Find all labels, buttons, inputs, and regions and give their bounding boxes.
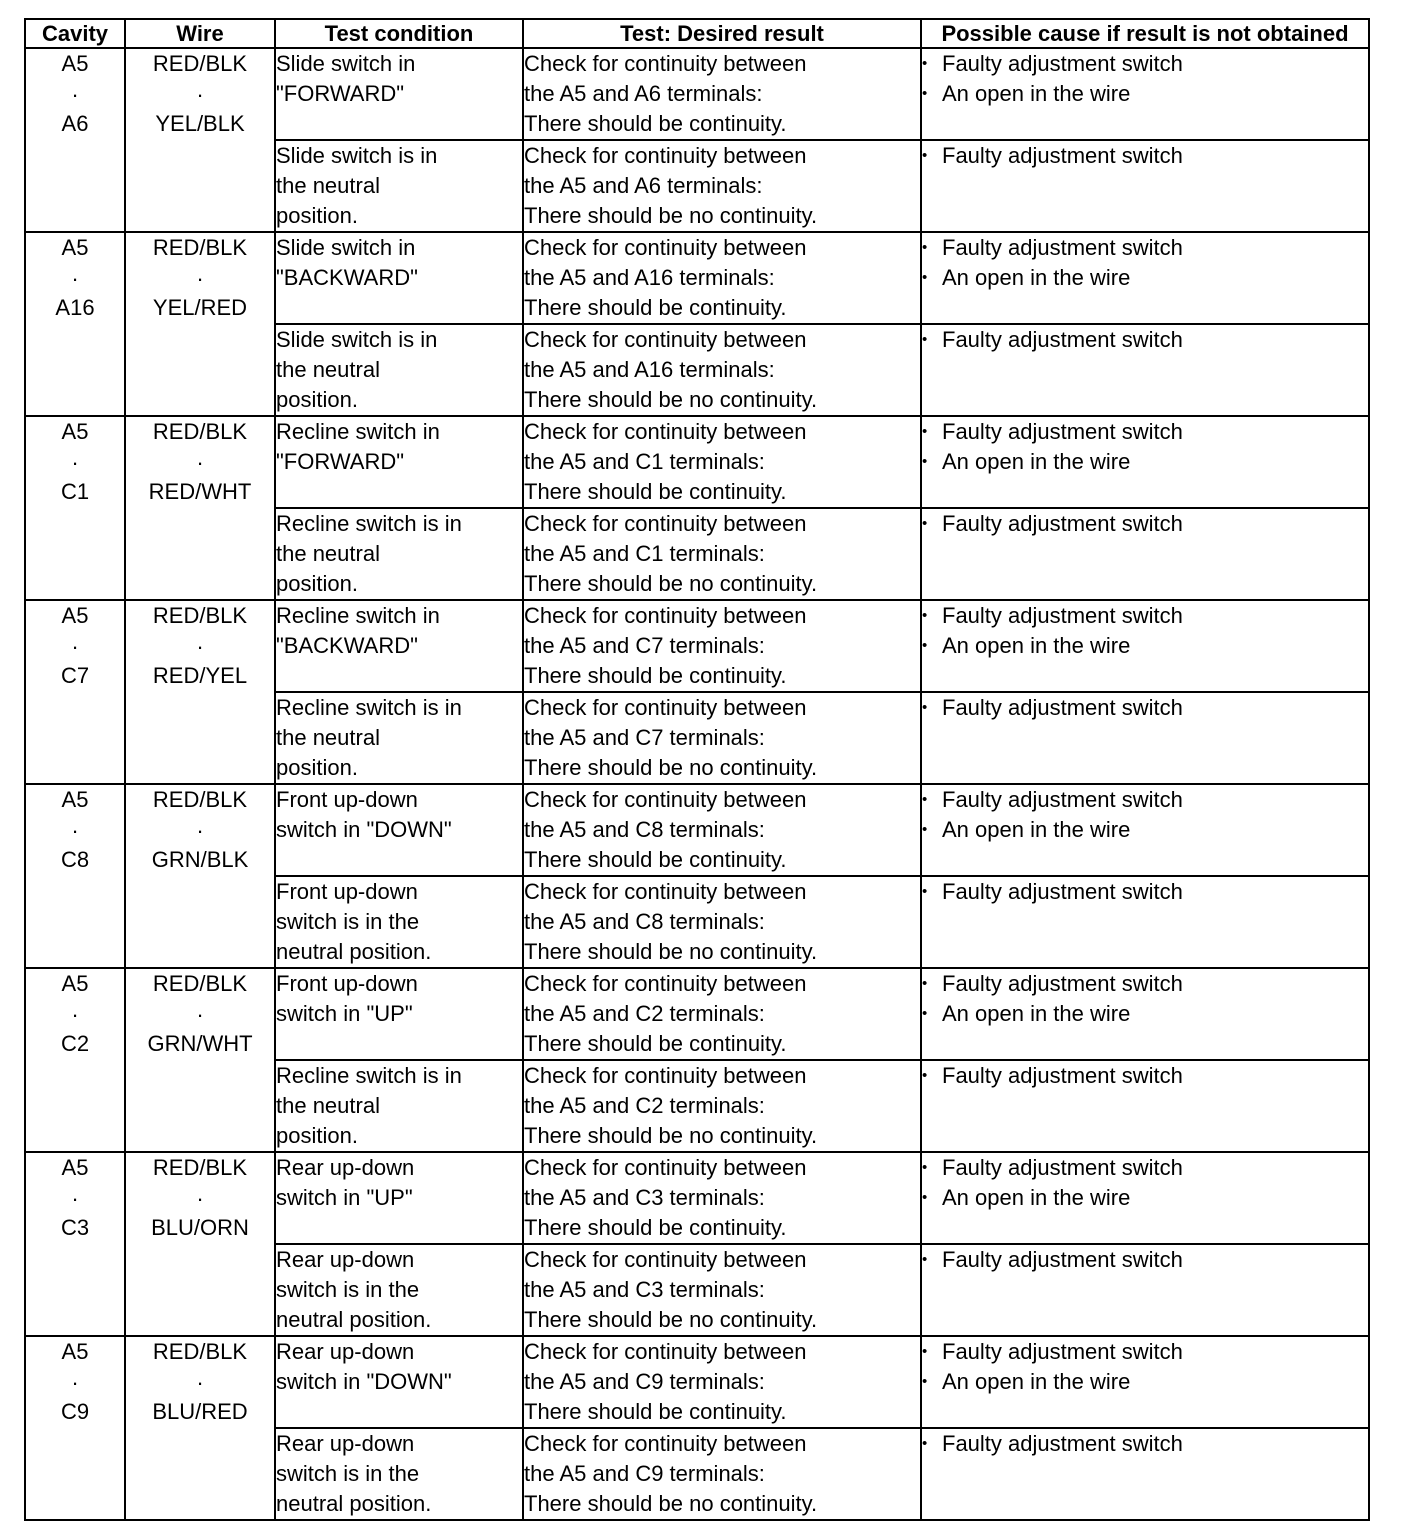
cavity-to: C2 — [60, 1031, 90, 1056]
result-line: Check for continuity between — [524, 695, 807, 720]
cause-bullet-item: • Faulty adjustment switch — [922, 1429, 1368, 1459]
wire-to: BLU/RED — [152, 1399, 248, 1424]
condition-line: neutral position. — [276, 1307, 432, 1332]
condition-line: switch is in the — [276, 1461, 420, 1486]
condition-line: the neutral — [276, 725, 380, 750]
result-line: Check for continuity between — [524, 1431, 807, 1456]
separator-dot: . — [196, 629, 204, 654]
separator-dot: . — [71, 813, 79, 838]
cavity-to: A6 — [61, 111, 89, 136]
wire-to: YEL/RED — [152, 295, 248, 320]
cause-bullet-item: • Faulty adjustment switch — [922, 49, 1368, 79]
result-line: Check for continuity between — [524, 1247, 807, 1272]
header-row — [25, 19, 1369, 48]
possible-cause-cell — [921, 324, 1369, 416]
test-condition-cell — [275, 692, 523, 784]
result-line: There should be no continuity. — [524, 203, 818, 228]
result-line: the A5 and C9 terminals: — [524, 1369, 765, 1394]
cavity-cell — [25, 784, 125, 968]
result-line: Check for continuity between — [524, 327, 807, 352]
cause-bullet-item: • Faulty adjustment switch — [922, 1245, 1368, 1275]
separator-dot: . — [196, 445, 204, 470]
cause-bullet-item: • Faulty adjustment switch — [922, 509, 1368, 539]
separator-dot: . — [196, 77, 204, 102]
desired-result-cell — [523, 600, 921, 692]
desired-result-cell — [523, 48, 921, 140]
condition-line: the neutral — [276, 173, 380, 198]
wire-cell — [125, 48, 275, 232]
test-condition-cell — [275, 600, 523, 692]
header-possible-cause: Possible cause if result is not obtained — [921, 19, 1369, 48]
desired-result-cell — [523, 692, 921, 784]
desired-result-cell — [523, 1336, 921, 1428]
test-condition-cell — [275, 1152, 523, 1244]
header-cavity: Cavity — [25, 19, 125, 48]
condition-line: position. — [276, 1123, 358, 1148]
separator-dot: . — [196, 997, 204, 1022]
result-line: the A5 and A16 terminals: — [524, 357, 775, 382]
condition-line: Front up-down — [276, 971, 418, 996]
result-line: There should be no continuity. — [524, 939, 818, 964]
wire-cell — [125, 784, 275, 968]
condition-line: position. — [276, 571, 358, 596]
condition-line: neutral position. — [276, 1491, 432, 1516]
cause-bullet-item: • Faulty adjustment switch — [922, 969, 1368, 999]
table-body — [25, 48, 1369, 1520]
wire-from: RED/BLK — [152, 787, 248, 812]
condition-line: switch in "UP" — [276, 1185, 413, 1210]
desired-result-cell — [523, 1244, 921, 1336]
desired-result-cell — [523, 1428, 921, 1520]
condition-line: position. — [276, 755, 358, 780]
cavity-from: A5 — [61, 235, 89, 260]
header-wire: Wire — [125, 19, 275, 48]
result-line: There should be no continuity. — [524, 571, 818, 596]
condition-line: position. — [276, 387, 358, 412]
result-line: the A5 and C9 terminals: — [524, 1461, 765, 1486]
result-line: Check for continuity between — [524, 603, 807, 628]
separator-dot: . — [71, 1365, 79, 1390]
wire-cell — [125, 600, 275, 784]
result-line: the A5 and C7 terminals: — [524, 633, 765, 658]
separator-dot: . — [71, 1181, 79, 1206]
desired-result-cell — [523, 140, 921, 232]
desired-result-cell — [523, 876, 921, 968]
condition-line: position. — [276, 203, 358, 228]
cause-bullet-item: • Faulty adjustment switch — [922, 417, 1368, 447]
condition-line: the neutral — [276, 541, 380, 566]
result-line: Check for continuity between — [524, 419, 807, 444]
result-line: the A5 and C2 terminals: — [524, 1001, 765, 1026]
cause-bullet-item: • Faulty adjustment switch — [922, 693, 1368, 723]
desired-result-cell — [523, 324, 921, 416]
separator-dot: . — [71, 629, 79, 654]
table-row — [25, 232, 1369, 324]
cause-bullet-item: • An open in the wire — [922, 999, 1368, 1029]
header-desired-result: Test: Desired result — [523, 19, 921, 48]
separator-dot: . — [71, 77, 79, 102]
condition-line: Slide switch in — [276, 235, 416, 260]
possible-cause-cell — [921, 1152, 1369, 1244]
separator-dot: . — [71, 261, 79, 286]
cavity-from: A5 — [61, 51, 89, 76]
cause-bullet-item: • Faulty adjustment switch — [922, 1337, 1368, 1367]
cavity-cell — [25, 1152, 125, 1336]
condition-line: Rear up-down — [276, 1339, 415, 1364]
possible-cause-cell — [921, 876, 1369, 968]
wire-from: RED/BLK — [152, 235, 248, 260]
test-condition-cell — [275, 324, 523, 416]
wire-cell — [125, 416, 275, 600]
cause-bullet-item: • An open in the wire — [922, 815, 1368, 845]
wire-from: RED/BLK — [152, 971, 248, 996]
cavity-cell — [25, 416, 125, 600]
condition-line: "BACKWARD" — [276, 265, 418, 290]
table-row — [25, 48, 1369, 140]
header-test-condition: Test condition — [275, 19, 523, 48]
result-line: There should be continuity. — [524, 479, 787, 504]
condition-line: Rear up-down — [276, 1155, 415, 1180]
condition-line: switch is in the — [276, 909, 420, 934]
result-line: There should be continuity. — [524, 663, 787, 688]
table-row — [25, 968, 1369, 1060]
cavity-cell — [25, 232, 125, 416]
cavity-to: C7 — [60, 663, 90, 688]
result-line: There should be continuity. — [524, 1399, 787, 1424]
cavity-from: A5 — [61, 787, 89, 812]
cause-bullet-item: • An open in the wire — [922, 631, 1368, 661]
test-condition-cell — [275, 1060, 523, 1152]
cavity-from: A5 — [61, 971, 89, 996]
test-condition-cell — [275, 1428, 523, 1520]
cause-bullet-item: • Faulty adjustment switch — [922, 325, 1368, 355]
wire-to: RED/WHT — [148, 479, 252, 504]
test-condition-cell — [275, 968, 523, 1060]
test-condition-cell — [275, 508, 523, 600]
cavity-to: C9 — [60, 1399, 90, 1424]
result-line: the A5 and C8 terminals: — [524, 909, 765, 934]
result-line: the A5 and C3 terminals: — [524, 1185, 765, 1210]
cavity-cell — [25, 1336, 125, 1520]
wire-from: RED/BLK — [152, 603, 248, 628]
result-line: Check for continuity between — [524, 235, 807, 260]
test-condition-cell — [275, 232, 523, 324]
cause-bullet-item: • Faulty adjustment switch — [922, 141, 1368, 171]
result-line: Check for continuity between — [524, 143, 807, 168]
table-row — [25, 784, 1369, 876]
test-condition-cell — [275, 140, 523, 232]
result-line: the A5 and A16 terminals: — [524, 265, 775, 290]
cause-bullet-item: • Faulty adjustment switch — [922, 1061, 1368, 1091]
result-line: There should be no continuity. — [524, 755, 818, 780]
wire-cell — [125, 1152, 275, 1336]
result-line: There should be no continuity. — [524, 1123, 818, 1148]
wire-from: RED/BLK — [152, 419, 248, 444]
result-line: the A5 and C1 terminals: — [524, 541, 765, 566]
wire-to: YEL/BLK — [155, 111, 245, 136]
test-condition-cell — [275, 876, 523, 968]
desired-result-cell — [523, 784, 921, 876]
cause-bullet-item: • An open in the wire — [922, 263, 1368, 293]
possible-cause-cell — [921, 416, 1369, 508]
cavity-to: C1 — [60, 479, 90, 504]
separator-dot: . — [196, 1365, 204, 1390]
cavity-cell — [25, 600, 125, 784]
result-line: There should be continuity. — [524, 295, 787, 320]
cavity-from: A5 — [61, 1155, 89, 1180]
cause-bullet-item: • Faulty adjustment switch — [922, 877, 1368, 907]
condition-line: Front up-down — [276, 787, 418, 812]
result-line: Check for continuity between — [524, 879, 807, 904]
result-line: There should be continuity. — [524, 111, 787, 136]
possible-cause-cell — [921, 232, 1369, 324]
wire-to: GRN/BLK — [151, 847, 249, 872]
wire-to: RED/YEL — [152, 663, 248, 688]
wire-from: RED/BLK — [152, 1339, 248, 1364]
condition-line: the neutral — [276, 357, 380, 382]
result-line: There should be no continuity. — [524, 387, 818, 412]
test-condition-cell — [275, 1244, 523, 1336]
desired-result-cell — [523, 1152, 921, 1244]
separator-dot: . — [71, 997, 79, 1022]
cavity-from: A5 — [61, 419, 89, 444]
cause-bullet-item: • An open in the wire — [922, 79, 1368, 109]
result-line: Check for continuity between — [524, 787, 807, 812]
condition-line: Recline switch is in — [276, 511, 462, 536]
possible-cause-cell — [921, 140, 1369, 232]
condition-line: Recline switch in — [276, 419, 440, 444]
possible-cause-cell — [921, 600, 1369, 692]
desired-result-cell — [523, 1060, 921, 1152]
result-line: There should be no continuity. — [524, 1491, 818, 1516]
possible-cause-cell — [921, 968, 1369, 1060]
wire-to: BLU/ORN — [151, 1215, 249, 1240]
result-line: the A5 and A6 terminals: — [524, 173, 763, 198]
condition-line: switch in "DOWN" — [276, 817, 452, 842]
possible-cause-cell — [921, 1428, 1369, 1520]
result-line: Check for continuity between — [524, 971, 807, 996]
condition-line: "FORWARD" — [276, 449, 405, 474]
condition-line: "FORWARD" — [276, 81, 405, 106]
result-line: There should be continuity. — [524, 1031, 787, 1056]
condition-line: switch is in the — [276, 1277, 420, 1302]
separator-dot: . — [196, 261, 204, 286]
desired-result-cell — [523, 968, 921, 1060]
cause-bullet-item: • An open in the wire — [922, 447, 1368, 477]
cavity-cell — [25, 968, 125, 1152]
desired-result-cell — [523, 416, 921, 508]
condition-line: switch in "DOWN" — [276, 1369, 452, 1394]
result-line: the A5 and C3 terminals: — [524, 1277, 765, 1302]
cavity-to: C3 — [60, 1215, 90, 1240]
wire-cell — [125, 968, 275, 1152]
possible-cause-cell — [921, 1244, 1369, 1336]
result-line: the A5 and C2 terminals: — [524, 1093, 765, 1118]
desired-result-cell — [523, 232, 921, 324]
result-line: the A5 and A6 terminals: — [524, 81, 763, 106]
cause-bullet-item: • Faulty adjustment switch — [922, 1153, 1368, 1183]
cavity-from: A5 — [61, 1339, 89, 1364]
cause-bullet-item: • An open in the wire — [922, 1367, 1368, 1397]
condition-line: Front up-down — [276, 879, 418, 904]
separator-dot: . — [196, 1181, 204, 1206]
condition-line: Slide switch is in — [276, 327, 438, 352]
result-line: Check for continuity between — [524, 511, 807, 536]
separator-dot: . — [196, 813, 204, 838]
result-line: There should be no continuity. — [524, 1307, 818, 1332]
condition-line: Recline switch is in — [276, 695, 462, 720]
possible-cause-cell — [921, 784, 1369, 876]
condition-line: Recline switch is in — [276, 1063, 462, 1088]
wire-to: GRN/WHT — [147, 1031, 253, 1056]
result-line: the A5 and C1 terminals: — [524, 449, 765, 474]
cavity-to: C8 — [60, 847, 90, 872]
condition-line: Rear up-down — [276, 1431, 415, 1456]
continuity-test-table — [24, 18, 1370, 1521]
cause-bullet-item: • Faulty adjustment switch — [922, 601, 1368, 631]
wire-cell — [125, 232, 275, 416]
possible-cause-cell — [921, 1336, 1369, 1428]
result-line: There should be continuity. — [524, 847, 787, 872]
cause-bullet-item: • An open in the wire — [922, 1183, 1368, 1213]
result-line: Check for continuity between — [524, 1155, 807, 1180]
result-line: the A5 and C7 terminals: — [524, 725, 765, 750]
test-condition-cell — [275, 48, 523, 140]
cause-bullet-item: • Faulty adjustment switch — [922, 785, 1368, 815]
condition-line: Slide switch is in — [276, 143, 438, 168]
test-condition-cell — [275, 416, 523, 508]
condition-line: Slide switch in — [276, 51, 416, 76]
result-line: Check for continuity between — [524, 1339, 807, 1364]
result-line: Check for continuity between — [524, 1063, 807, 1088]
table-row — [25, 1336, 1369, 1428]
test-condition-cell — [275, 1336, 523, 1428]
result-line: Check for continuity between — [524, 51, 807, 76]
result-line: There should be continuity. — [524, 1215, 787, 1240]
table-row — [25, 1152, 1369, 1244]
table-row — [25, 416, 1369, 508]
wire-cell — [125, 1336, 275, 1520]
condition-line: switch in "UP" — [276, 1001, 413, 1026]
table-row — [25, 600, 1369, 692]
possible-cause-cell — [921, 48, 1369, 140]
cavity-cell — [25, 48, 125, 232]
condition-line: the neutral — [276, 1093, 380, 1118]
possible-cause-cell — [921, 508, 1369, 600]
possible-cause-cell — [921, 1060, 1369, 1152]
result-line: the A5 and C8 terminals: — [524, 817, 765, 842]
test-condition-cell — [275, 784, 523, 876]
separator-dot: . — [71, 445, 79, 470]
wire-from: RED/BLK — [152, 1155, 248, 1180]
condition-line: neutral position. — [276, 939, 432, 964]
condition-line: "BACKWARD" — [276, 633, 418, 658]
wire-from: RED/BLK — [152, 51, 248, 76]
cause-bullet-item: • Faulty adjustment switch — [922, 233, 1368, 263]
condition-line: Recline switch in — [276, 603, 440, 628]
cavity-from: A5 — [61, 603, 89, 628]
possible-cause-cell — [921, 692, 1369, 784]
cavity-to: A16 — [55, 295, 95, 320]
condition-line: Rear up-down — [276, 1247, 415, 1272]
desired-result-cell — [523, 508, 921, 600]
